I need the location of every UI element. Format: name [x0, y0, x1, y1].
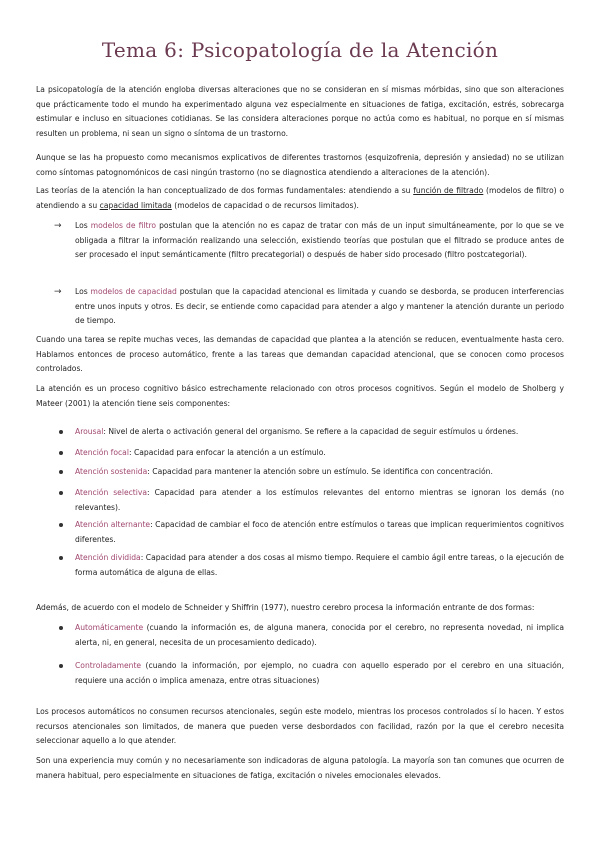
arrow-item-text: postulan que la atención no es capaz de tratar con más de un input simultáneamente, por lo que se ve obligada a filtrar la información realizando una selección, existiendo teorías que postulan que el filtrado se produce antes de ser procesado el input semánticamente (filtro precategorial) o después de haber sido procesado (filtro postcategorial). [75, 221, 564, 260]
component-term: Atención alternante [75, 520, 151, 529]
theories-text-after: (modelos de capacidad o de recursos limitados). [171, 200, 359, 210]
arrow-icon: → [54, 287, 62, 297]
arrow-item-filter-models [54, 219, 564, 263]
paragraph-theories [36, 184, 564, 213]
bullet-icon [59, 470, 63, 474]
list-item [75, 486, 564, 515]
paragraph-automatic: Cuando una tarea se repite muchas veces, las demandas de capacidad que plantea a la atención se reducen, eventualmente hasta cero. Hablamos entonces de proceso automático, frente a las tareas que demandan capacidad atencional, que se conocen como procesos controlados. [36, 335, 564, 374]
bullet-icon [59, 430, 63, 434]
bullet-icon [59, 556, 63, 560]
list-item [75, 518, 564, 547]
arrow-item-text: postulan que la capacidad atencional es limitada y cuando se desborda, se producen interferencias entre unos inputs y otros. Es decir, se entiende como capacidad para atender a algo y mantener la atención durante un periodo de tiempo. [75, 287, 564, 326]
form-term: Automáticamente [75, 623, 144, 632]
component-term: Atención focal [75, 448, 129, 457]
component-term: Atención selectiva [75, 488, 148, 497]
list-item [75, 446, 564, 461]
bullet-icon [59, 664, 63, 668]
component-separator: : [147, 467, 153, 476]
component-text: Capacidad para atender a los estímulos relevantes del entorno mientras se ignoran los demás (no relevantes). [75, 488, 564, 512]
arrow-item-prefix: Los [75, 287, 91, 296]
bullet-icon [59, 626, 63, 630]
list-item [75, 551, 564, 580]
component-text: Capacidad para mantener la atención sobre un estímulo. Se identifica con concentración. [152, 467, 493, 476]
list-item [75, 425, 564, 440]
arrow-item-prefix: Los [75, 221, 91, 230]
component-text: Capacidad para atender a dos cosas al mismo tiempo. Requiere el cambio ágil entre tareas, o la ejecución de forma automática de alguna de ellas. [75, 553, 564, 577]
capacity-models-term: modelos de capacidad [90, 287, 177, 296]
component-term: Atención sostenida [75, 467, 148, 476]
bullet-icon [59, 491, 63, 495]
list-item [75, 621, 564, 650]
filter-models-term: modelos de filtro [90, 221, 157, 230]
paragraph-schneider-shiffrin: Además, de acuerdo con el modelo de Schneider y Shiffrin (1977), nuestro cerebro procesa la información entrante de dos formas: [36, 603, 535, 612]
theories-text-middle: (modelos de filtro) o atendiendo a su [36, 186, 564, 210]
paragraph-disorders: Aunque se las ha propuesto como mecanismos explicativos de diferentes trastornos (esquizofrenia, depresión y ansiedad) no se utilizan como síntomas patognomónicos de casi ningún trastorno (no se diagnostica atendiendo a alteraciones de la atención). [36, 153, 564, 177]
component-separator: : [140, 553, 146, 562]
filter-function-term: función de filtrado [413, 186, 484, 195]
list-item [75, 465, 564, 480]
paragraph-resources: Los procesos automáticos no consumen recursos atencionales, según este modelo, mientras los procesos controlados sí lo hacen. Y estos recursos atencionales son limitados, de manera que pueden verse desbordados con facilidad, razón por la que el cerebro necesita seleccionar aquello a lo que atender. [36, 707, 564, 746]
component-separator: : [128, 448, 134, 457]
component-term: Atención dividida [75, 553, 141, 562]
component-separator: : [147, 488, 155, 497]
form-text: (cuando la información es, de alguna manera, conocida por el cerebro, no representa novedad, ni implica alerta, ni, en general, necesita de un procesamiento dedicado). [75, 623, 564, 647]
component-text: Capacidad para enfocar la atención a un estímulo. [133, 448, 326, 457]
paragraph-components-intro: La atención es un proceso cognitivo básico estrechamente relacionado con otros procesos cognitivos. Según el modelo de Sholberg y Mateer (2001) la atención tiene seis componentes: [36, 384, 564, 408]
arrow-icon: → [54, 221, 62, 231]
component-text: Capacidad de cambiar el foco de atención entre estímulos o tareas que implican requerimientos cognitivos diferentes. [75, 520, 564, 544]
arrow-item-capacity-models [54, 285, 564, 329]
theories-text-before: Las teorías de la atención la han conceptualizado de dos formas fundamentales: atendiendo a su [36, 186, 414, 195]
page-title: Tema 6: Psicopatología de la Atención [101, 38, 499, 62]
component-separator: : [150, 520, 156, 529]
form-text: (cuando la información, por ejemplo, no cuadra con aquello esperado por el cerebro en una situación, requiere una acción o implica amenaza, entre otras situaciones) [75, 661, 564, 685]
list-item [75, 659, 564, 688]
component-text: Nivel de alerta o activación general del organismo. Se refiere a la capacidad de seguir estímulos u órdenes. [108, 427, 519, 436]
form-term: Controladamente [75, 661, 142, 670]
component-term: Arousal [75, 427, 104, 436]
paragraph-common-experience: Son una experiencia muy común y no necesariamente son indicadoras de alguna patología. La mayoría son tan comunes que ocurren de manera habitual, pero especialmente en situaciones de fatiga, excitación o niveles emocionales elevados. [36, 756, 564, 780]
bullet-icon [59, 451, 63, 455]
paragraph-intro: La psicopatología de la atención engloba diversas alteraciones que no se consideran en sí mismas mórbidas, sino que son alteraciones que prácticamente todo el mundo ha experimentado alguna vez especialmente en situaciones de fatiga, excitación, estrés, sobrecarga estimular e incluso en situaciones cotidianas. Se las considera alteraciones porque no actúa como es habitual, no porque en sí mismas resulten un problema, ni sean un signo o síntoma de un trastorno. [36, 85, 564, 138]
bullet-icon [59, 523, 63, 527]
component-separator: : [103, 427, 109, 436]
limited-capacity-term: capacidad limitada [99, 200, 172, 210]
